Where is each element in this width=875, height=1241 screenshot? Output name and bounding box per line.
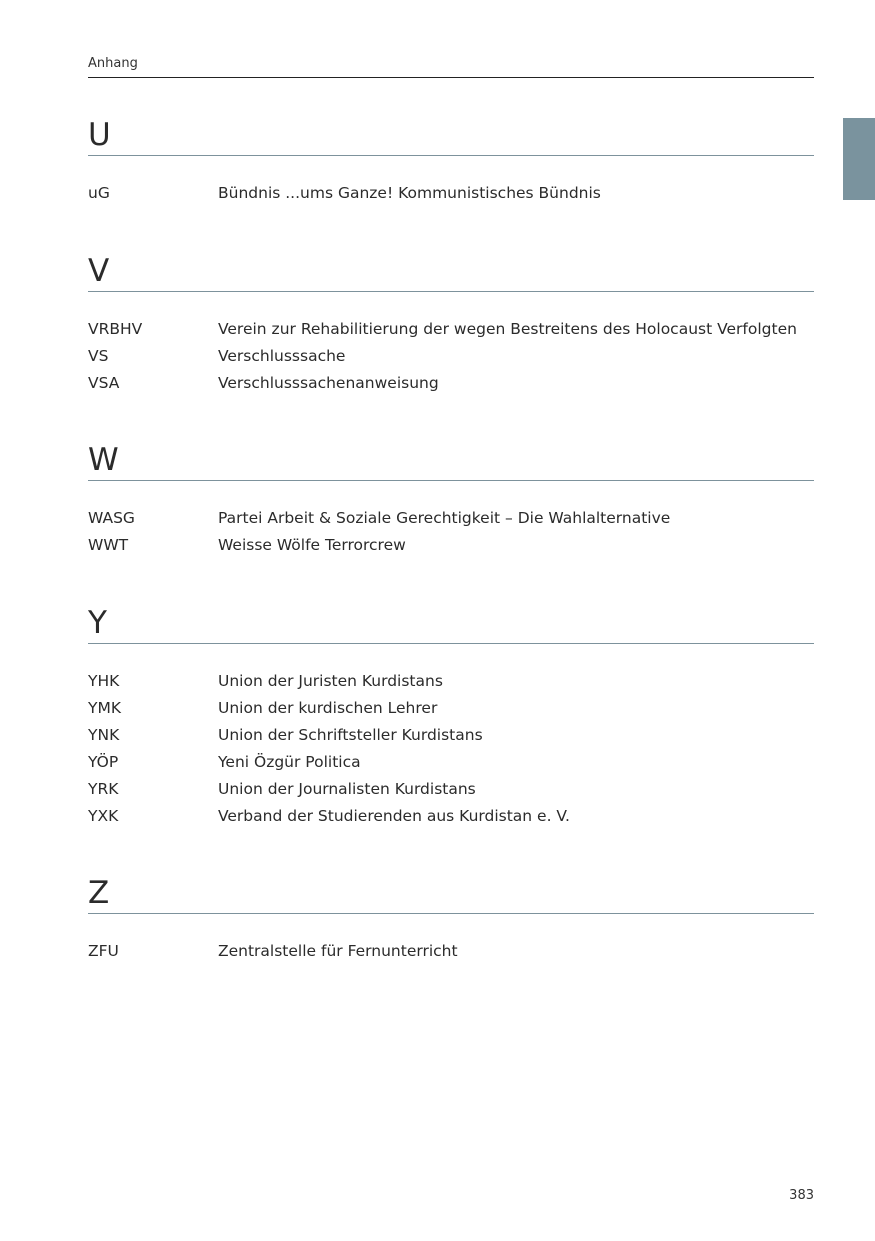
section-letter: U (88, 115, 814, 156)
list-item (88, 505, 814, 532)
thumb-index-tab (843, 118, 875, 200)
list-item (88, 316, 814, 343)
section-u (88, 115, 814, 207)
definition: Union der kurdischen Lehrer (218, 699, 438, 717)
definition: Verband der Studierenden aus Kurdistan e. V. (218, 807, 570, 825)
section-y (88, 603, 814, 830)
abbreviation: VS (88, 347, 109, 365)
definition: Weisse Wölfe Terrorcrew (218, 536, 406, 554)
definition: Partei Arbeit & Soziale Gerechtigkeit – Die Wahlalternative (218, 509, 671, 527)
list-item (88, 370, 814, 397)
section-letter: Y (88, 603, 814, 644)
running-head (88, 56, 814, 78)
list-item (88, 938, 814, 965)
list-item (88, 343, 814, 370)
abbreviation: WWT (88, 536, 129, 554)
section-letter: V (88, 251, 814, 292)
list-item (88, 668, 814, 695)
list-item (88, 532, 814, 559)
abbreviation: ZFU (88, 942, 119, 960)
running-title: Anhang (88, 56, 138, 71)
list-item (88, 722, 814, 749)
abbreviation: YHK (88, 672, 120, 690)
entry-list (88, 180, 814, 207)
section-letter: W (88, 440, 814, 481)
abbreviation: YMK (88, 699, 122, 717)
definition: Union der Journalisten Kurdistans (218, 780, 476, 798)
definition: Verschlusssache (218, 347, 346, 365)
definition: Union der Schriftsteller Kurdistans (218, 726, 483, 744)
definition: Bündnis ...ums Ganze! Kommunistisches Bündnis (218, 184, 601, 202)
definition: Union der Juristen Kurdistans (218, 672, 443, 690)
page-number: 383 (789, 1188, 814, 1203)
section-v (88, 251, 814, 397)
definition: Verein zur Rehabilitierung der wegen Bestreitens des Holocaust Verfolgten (218, 320, 797, 338)
section-letter: Z (88, 873, 814, 914)
entry-list (88, 668, 814, 830)
abbreviation: YÖP (88, 753, 119, 771)
list-item (88, 180, 814, 207)
abbreviation: WASG (88, 509, 135, 527)
entry-list (88, 938, 814, 965)
abbreviation: YRK (88, 780, 119, 798)
section-z (88, 873, 814, 965)
section-w (88, 440, 814, 559)
abbreviation: VSA (88, 374, 120, 392)
abbreviation: YXK (88, 807, 119, 825)
abbreviation: VRBHV (88, 320, 143, 338)
definition: Yeni Özgür Politica (218, 753, 361, 771)
list-item (88, 803, 814, 830)
list-item (88, 695, 814, 722)
entry-list (88, 316, 814, 397)
abbreviation: uG (88, 184, 110, 202)
definition: Zentralstelle für Fernunterricht (218, 942, 458, 960)
entry-list (88, 505, 814, 559)
abbreviation: YNK (88, 726, 120, 744)
definition: Verschlusssachenanweisung (218, 374, 439, 392)
list-item (88, 776, 814, 803)
list-item (88, 749, 814, 776)
